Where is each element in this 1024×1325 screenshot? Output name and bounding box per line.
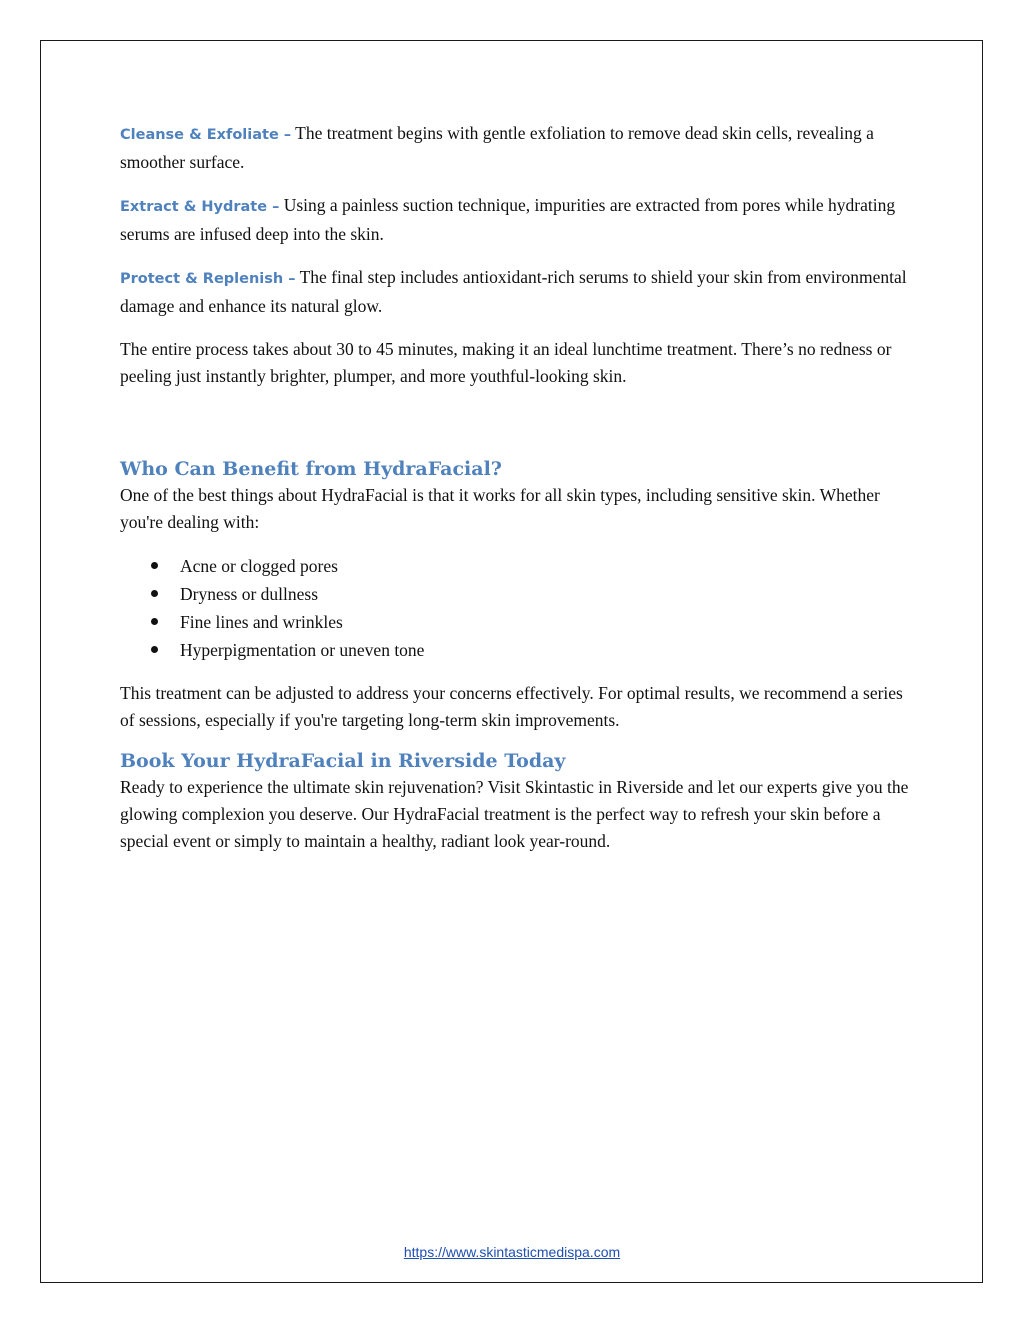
list-item <box>180 580 910 608</box>
bullet-icon <box>151 618 158 625</box>
list-item <box>180 636 910 664</box>
step-extract-hydrate <box>120 192 910 248</box>
list-item-text: Dryness or dullness <box>180 584 319 604</box>
list-item <box>180 608 910 636</box>
step-cleanse-exfoliate <box>120 120 910 176</box>
list-item-text: Acne or clogged pores <box>180 556 338 576</box>
list-item-text: Hyperpigmentation or uneven tone <box>180 640 425 660</box>
benefit-intro: One of the best things about HydraFacial is that it works for all skin types, including sensitive skin. Whether you're dealing with: <box>120 485 880 532</box>
document-body <box>120 120 910 855</box>
footer-website-link[interactable]: https://www.skintasticmedispa.com <box>403 1244 621 1260</box>
process-paragraph: The entire process takes about 30 to 45 minutes, making it an ideal lunchtime treatment. There’s no redness or peeling just instantly brighter, plumper, and more youthful-looking skin. <box>120 339 892 386</box>
benefit-list <box>120 552 910 664</box>
step-label: Protect & Replenish – <box>120 271 296 287</box>
bullet-icon <box>151 590 158 597</box>
step-text: The final step includes antioxidant-rich serums to shield your skin from environmental damage and enhance its natural glow. <box>120 267 907 316</box>
step-label: Cleanse & Exfoliate – <box>120 127 292 143</box>
bullet-icon <box>151 646 158 653</box>
benefit-closing: This treatment can be adjusted to address your concerns effectively. For optimal results, we recommend a series of sessions, especially if you're targeting long-term skin improvements. <box>120 683 903 730</box>
step-text: Using a painless suction technique, impurities are extracted from pores while hydrating serums are infused deep into the skin. <box>120 195 896 244</box>
book-heading: Book Your HydraFacial in Riverside Today <box>120 750 566 772</box>
step-label: Extract & Hydrate – <box>120 199 280 215</box>
bullet-icon <box>151 562 158 569</box>
list-item-text: Fine lines and wrinkles <box>180 612 343 632</box>
step-protect-replenish <box>120 264 910 320</box>
list-item <box>180 552 910 580</box>
step-text: The treatment begins with gentle exfoliation to remove dead skin cells, revealing a smoother surface. <box>120 123 874 172</box>
benefit-heading: Who Can Benefit from HydraFacial? <box>120 458 502 480</box>
book-paragraph: Ready to experience the ultimate skin rejuvenation? Visit Skintastic in Riverside and let our experts give you the glowing complexion you deserve. Our HydraFacial treatment is the perfect way to refresh your skin before a special event or simply to maintain a healthy, radiant look year-round. <box>120 777 909 851</box>
